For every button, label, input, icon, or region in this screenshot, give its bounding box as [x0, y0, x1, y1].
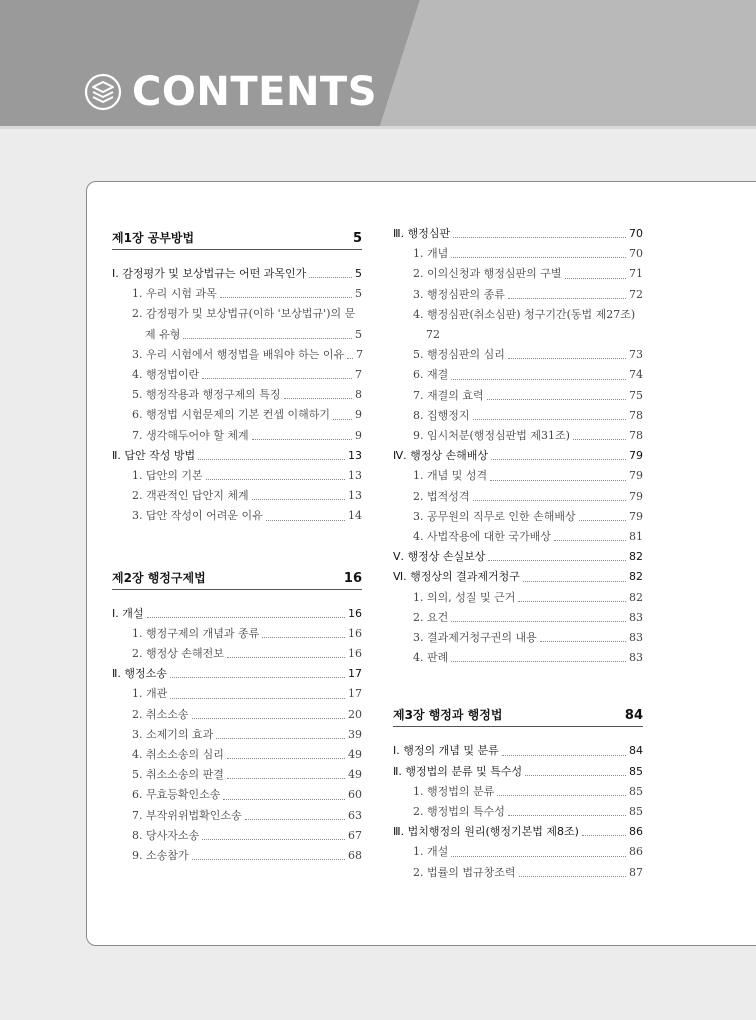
toc-item-entry[interactable] [393, 527, 643, 547]
dot-leader [519, 876, 627, 877]
toc-item-entry[interactable] [393, 345, 643, 365]
page-number: 49 [348, 768, 362, 782]
toc-item-entry[interactable] [393, 365, 643, 385]
page-number: 13 [348, 448, 362, 462]
page-number: 67 [348, 828, 362, 842]
entry-label-continued: 제 유형 [145, 327, 181, 341]
entry-label: 1. 의의, 성질 및 근거 [413, 590, 516, 604]
toc-item-entry[interactable] [393, 863, 643, 883]
entry-label: 5. 취소소송의 판결 [132, 768, 224, 782]
dot-leader [198, 459, 345, 460]
entry-label: 6. 재결 [413, 368, 449, 382]
toc-section-entry[interactable] [112, 604, 362, 624]
toc-right-column [393, 224, 643, 883]
page-number: 83 [629, 610, 643, 624]
entry-label: 2. 객관적인 답안지 체계 [132, 489, 249, 503]
entry-label: 1. 개념 및 성격 [413, 469, 488, 483]
entry-label: 1. 답안의 기본 [132, 469, 203, 483]
entry-label: 2. 법적성격 [413, 489, 470, 503]
page-number: 39 [348, 727, 362, 741]
entry-label: Ⅱ. 답안 작성 방법 [112, 448, 196, 462]
dot-leader [573, 439, 626, 440]
page-number: 78 [629, 429, 643, 443]
dot-leader [347, 358, 353, 359]
toc-item-entry[interactable] [393, 426, 643, 446]
toc-item-entry[interactable] [112, 745, 362, 765]
page-number: 13 [348, 489, 362, 503]
entry-label: 4. 사법작용에 대한 국가배상 [413, 530, 551, 544]
page-number: 7 [355, 368, 362, 382]
dot-leader [518, 601, 626, 602]
entry-label: 3. 행정심판의 종류 [413, 287, 505, 301]
entry-label: 4. 판례 [413, 651, 449, 665]
page-number: 74 [629, 368, 643, 382]
spacer [393, 668, 643, 706]
dot-leader [508, 298, 626, 299]
toc-item-entry[interactable] [112, 284, 362, 304]
entry-label: 4. 취소소송의 심리 [132, 748, 224, 762]
page-number: 16 [348, 647, 362, 661]
page-number: 5 [355, 327, 362, 341]
page-number: 9 [355, 428, 362, 442]
entry-label: 1. 행정법의 분류 [413, 784, 495, 798]
dot-leader [502, 755, 626, 756]
header-band-light [372, 0, 756, 126]
entry-label: Ⅲ. 행정심판 [393, 227, 451, 240]
dot-leader [451, 257, 626, 258]
toc-item-entry[interactable] [393, 782, 643, 802]
entry-label: 2. 감정평가 및 보상법규(이하 '보상법규')의 문 [132, 307, 356, 321]
toc-item-entry[interactable] [112, 644, 362, 664]
entry-label: 7. 부작위위법확인소송 [132, 808, 242, 822]
toc-item-entry[interactable] [393, 466, 643, 486]
toc-section-entry[interactable] [393, 547, 643, 567]
page-number: 82 [629, 570, 643, 584]
dot-leader [147, 617, 346, 618]
entry-label: 1. 행정구제의 개념과 종류 [132, 626, 260, 640]
page-number: 63 [348, 808, 362, 822]
page-number: 87 [629, 865, 643, 879]
dot-leader [473, 419, 627, 420]
page-number: 13 [348, 469, 362, 483]
dot-leader [252, 499, 345, 500]
dot-leader [565, 278, 627, 279]
toc-item-continuation [393, 325, 643, 345]
toc-item-entry[interactable] [112, 304, 362, 324]
entry-label: Ⅰ. 행정의 개념 및 분류 [393, 744, 499, 758]
entry-label: 5. 행정작용과 행정구제의 특징 [132, 388, 281, 402]
dot-leader [451, 621, 626, 622]
chapter-heading[interactable] [112, 569, 362, 590]
entry-label: 2. 요건 [413, 610, 449, 624]
toc-item-entry[interactable] [112, 345, 362, 365]
entry-label: 4. 행정심판(취소심판) 청구기간(동법 제27조) [413, 307, 636, 321]
toc-section-entry[interactable] [112, 264, 362, 284]
toc-item-entry[interactable] [112, 765, 362, 785]
page-number: 5 [355, 287, 362, 301]
dot-leader [309, 277, 352, 278]
toc-section-entry[interactable] [393, 567, 643, 587]
toc-item-entry[interactable] [112, 826, 362, 846]
toc-item-continuation [112, 325, 362, 345]
dot-leader [540, 641, 626, 642]
entry-label: 6. 행정법 시험문제의 기본 컨셉 이해하기 [132, 408, 330, 422]
toc-item-entry[interactable] [112, 785, 362, 805]
entry-label: Ⅰ. 개설 [112, 606, 144, 620]
toc-item-entry[interactable] [393, 305, 643, 325]
entry-label: 2. 취소소송 [132, 707, 189, 721]
dot-leader [451, 856, 626, 857]
toc-item-entry[interactable] [393, 842, 643, 862]
toc-item-entry[interactable] [393, 648, 643, 668]
entry-label: 5. 행정심판의 심리 [413, 348, 505, 362]
page-number: 84 [629, 744, 643, 758]
chapter-title: 제3장 행정과 행정법 [393, 708, 503, 723]
dot-leader [451, 379, 626, 380]
entry-label: 2. 행정상 손해전보 [132, 647, 224, 661]
page-number: 85 [629, 784, 643, 798]
entry-label: 8. 집행정지 [413, 408, 470, 422]
entry-label: 2. 행정법의 특수성 [413, 805, 505, 819]
header-divider [0, 126, 756, 129]
dot-leader [508, 815, 626, 816]
entry-label: 3. 결과제거청구권의 내용 [413, 631, 537, 645]
page-number: 8 [355, 388, 362, 402]
dot-leader [170, 698, 345, 699]
toc-item-entry[interactable] [112, 684, 362, 704]
chapter-page: 84 [624, 708, 643, 724]
page-number: 78 [629, 408, 643, 422]
toc-item-entry[interactable] [112, 426, 362, 446]
toc-section-entry[interactable] [112, 664, 362, 684]
dot-leader [451, 661, 626, 662]
toc-item-entry[interactable] [393, 628, 643, 648]
dot-leader [497, 795, 626, 796]
toc-item-entry[interactable] [393, 406, 643, 426]
toc-left-column [112, 229, 362, 866]
page-number: 82 [629, 550, 643, 564]
page-number: 72 [629, 287, 643, 301]
dot-leader [266, 520, 345, 521]
entry-label: 9. 임시처분(행정심판법 제31조) [413, 429, 570, 443]
dot-leader [206, 479, 345, 480]
page-number: 68 [348, 849, 362, 863]
page-number: 82 [629, 590, 643, 604]
toc-item-entry[interactable] [112, 725, 362, 745]
dot-leader [227, 778, 345, 779]
toc-item-entry[interactable] [393, 608, 643, 628]
page-number: 14 [348, 509, 362, 523]
dot-leader [491, 459, 626, 460]
entry-label: 1. 개념 [413, 247, 449, 261]
page-number: 79 [629, 449, 643, 463]
toc-item-entry[interactable] [112, 365, 362, 385]
page-number: 85 [629, 764, 643, 778]
dot-leader [284, 398, 353, 399]
dot-leader [220, 297, 352, 298]
chapter-heading[interactable] [112, 229, 362, 250]
toc-item-entry[interactable] [112, 846, 362, 866]
spacer [112, 527, 362, 569]
entry-label: Ⅵ. 행정상의 결과제거청구 [393, 570, 520, 584]
entry-label: 3. 공무원의 직무로 인한 손해배상 [413, 509, 576, 523]
page-number: 79 [629, 489, 643, 503]
dot-leader [227, 657, 345, 658]
toc-item-entry[interactable] [393, 244, 643, 264]
page-number: 73 [629, 348, 643, 362]
page-number: 17 [348, 667, 362, 681]
page-number: 81 [629, 530, 643, 544]
entry-label: 7. 생각해두어야 할 체계 [132, 428, 249, 442]
toc-item-entry[interactable] [112, 705, 362, 725]
dot-leader [262, 637, 345, 638]
entry-label: Ⅱ. 행정법의 분류 및 특수성 [393, 764, 523, 778]
page-number: 5 [355, 267, 362, 280]
page-number: 9 [355, 408, 362, 422]
page-number: 86 [629, 825, 643, 839]
dot-leader [183, 338, 352, 339]
entry-label: 1. 개설 [413, 845, 449, 859]
dot-leader [216, 738, 345, 739]
page-number: 83 [629, 631, 643, 645]
dot-leader [579, 520, 626, 521]
dot-leader [582, 835, 626, 836]
page-number: 20 [348, 707, 362, 721]
dot-leader [487, 399, 626, 400]
toc-section-entry[interactable] [393, 762, 643, 782]
toc-section-entry[interactable] [393, 822, 643, 842]
dot-leader [525, 775, 626, 776]
chapter-page: 16 [343, 570, 362, 586]
chapter-page: 5 [352, 231, 362, 246]
entry-label: 2. 법률의 법규창조력 [413, 865, 516, 879]
entry-label: 1. 우리 시험 과목 [132, 287, 217, 301]
page-number: 16 [348, 626, 362, 640]
dot-leader [490, 480, 626, 481]
toc-item-entry[interactable] [393, 507, 643, 527]
toc-item-entry[interactable] [112, 624, 362, 644]
stacked-layers-icon [84, 73, 122, 111]
page-number: 86 [629, 845, 643, 859]
entry-label: 4. 행정법이란 [132, 368, 200, 382]
page-number: 79 [629, 469, 643, 483]
page-number: 70 [629, 247, 643, 261]
dot-leader [192, 859, 346, 860]
dot-leader [202, 378, 352, 379]
contents-title [84, 70, 377, 114]
entry-label: 3. 소제기의 효과 [132, 727, 214, 741]
page-number: 70 [629, 227, 643, 240]
dot-leader [252, 439, 352, 440]
toc-section-entry[interactable] [112, 446, 362, 466]
dot-leader [192, 718, 346, 719]
dot-leader [523, 581, 626, 582]
dot-leader [223, 799, 345, 800]
entry-label: Ⅴ. 행정상 손실보상 [393, 550, 486, 564]
page-title: CONTENTS [132, 69, 378, 115]
page-number: 85 [629, 805, 643, 819]
page-number: 17 [348, 687, 362, 701]
chapter-title: 제1장 공부방법 [112, 231, 195, 245]
entry-label: Ⅲ. 법치행정의 원리(행정기본법 제8조) [393, 825, 579, 839]
toc-item-entry[interactable] [393, 386, 643, 406]
toc-item-entry[interactable] [112, 506, 362, 526]
entry-label: 9. 소송참가 [132, 849, 189, 863]
toc-section-entry[interactable] [393, 741, 643, 761]
page-number: 60 [348, 788, 362, 802]
toc-item-entry[interactable] [393, 802, 643, 822]
dot-leader [554, 540, 626, 541]
dot-leader [245, 819, 345, 820]
dot-leader [508, 358, 626, 359]
entry-label: 7. 재결의 효력 [413, 388, 484, 402]
chapter-title: 제2장 행정구제법 [112, 570, 206, 585]
page-number: 49 [348, 748, 362, 762]
entry-label: 8. 당사자소송 [132, 828, 200, 842]
toc-item-entry[interactable] [112, 486, 362, 506]
page-number: 79 [629, 509, 643, 523]
dot-leader [170, 677, 345, 678]
dot-leader [333, 419, 352, 420]
page-number: 7 [356, 347, 364, 361]
entry-label: 1. 개관 [132, 687, 168, 701]
toc-item-entry[interactable] [393, 264, 643, 284]
toc-item-entry[interactable] [393, 285, 643, 305]
toc-item-entry[interactable] [112, 405, 362, 425]
entry-label: 3. 답안 작성이 어려운 이유 [132, 509, 263, 523]
toc-section-entry[interactable] [393, 446, 643, 466]
dot-leader [227, 758, 345, 759]
page-number: 83 [629, 651, 643, 665]
toc-item-entry[interactable] [112, 806, 362, 826]
entry-label: 6. 무효등확인소송 [132, 788, 221, 802]
entry-label: Ⅱ. 행정소송 [112, 667, 167, 681]
toc-item-entry[interactable] [393, 487, 643, 507]
dot-leader [473, 500, 627, 501]
toc-section-entry[interactable] [393, 224, 643, 244]
chapter-heading[interactable] [393, 706, 643, 727]
entry-label: Ⅰ. 감정평가 및 보상법규는 어떤 과목인가 [112, 267, 307, 280]
page-number: 71 [629, 267, 643, 281]
entry-label: 3. 우리 시험에서 행정법을 배워야 하는 이유 [132, 347, 345, 361]
toc-item-entry[interactable] [112, 466, 362, 486]
page-number: 75 [629, 388, 643, 402]
entry-label: 2. 이의신청과 행정심판의 구별 [413, 267, 562, 281]
toc-item-entry[interactable] [393, 588, 643, 608]
toc-item-entry[interactable] [112, 385, 362, 405]
dot-leader [453, 237, 626, 238]
entry-label: Ⅳ. 행정상 손해배상 [393, 449, 489, 463]
dot-leader [202, 839, 345, 840]
entry-label-continued: 72 [426, 328, 440, 342]
dot-leader [488, 560, 626, 561]
page-number: 16 [348, 606, 362, 620]
